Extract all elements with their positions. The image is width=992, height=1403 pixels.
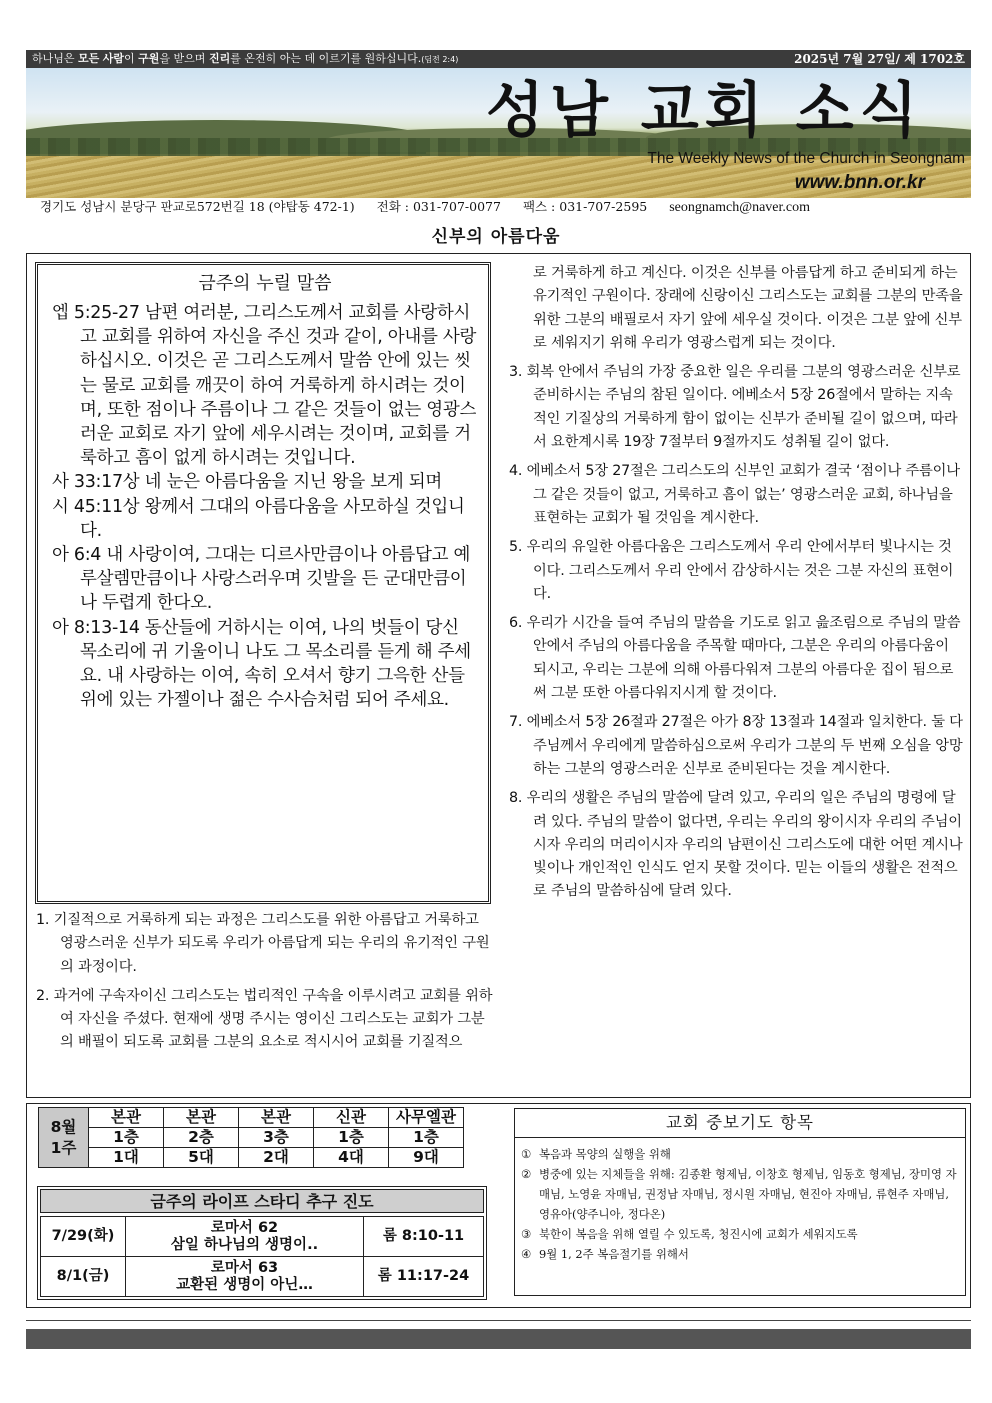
prayer-marker: ②	[521, 1167, 532, 1181]
points-right-column	[509, 262, 964, 910]
point-item: 7. 에베소서 5장 26절과 27절은 아가 8장 13절과 14절과 일치한다. 둘 다 주님께서 우리에게 말씀하심으로써 우리가 그분의 두 번째 오심을 앙망하는 그분의 영광스러운 신부로 준비된다는 것을 계시한다.	[509, 714, 963, 777]
verse-emphasis: 구원	[138, 52, 160, 65]
footer-divider	[26, 1320, 971, 1321]
duty-floor: 1층	[89, 1128, 164, 1148]
duty-group: 4대	[314, 1148, 389, 1168]
prayer-text: 복음과 목양의 실행을 위해	[539, 1147, 671, 1161]
life-study-box	[37, 1186, 487, 1300]
fax-number: 팩스 : 031-707-2595	[522, 199, 648, 214]
verse-text: 하나님은	[32, 52, 79, 65]
prayer-text: 북한이 복음을 위해 열릴 수 있도록, 청진시에 교회가 세워지도록	[539, 1227, 858, 1241]
verse-text: 이	[124, 52, 139, 65]
email-address[interactable]: seongnamch@naver.com	[669, 200, 811, 215]
duty-month-cell	[39, 1108, 89, 1168]
duty-building: 본관	[89, 1108, 164, 1128]
phone-number: 전화 : 031-707-0077	[376, 199, 501, 214]
verse-text: 를 온전히 아는 데 이르기를 원하십니다.	[230, 52, 422, 65]
study-date: 7/29(화)	[41, 1217, 126, 1257]
verse-reference: (딤전 2:4)	[421, 55, 459, 64]
prayer-marker: ①	[521, 1147, 532, 1161]
duty-floor: 1층	[314, 1128, 389, 1148]
life-study-table	[40, 1216, 484, 1297]
point-item: 3. 회복 안에서 주님의 가장 중요한 일은 우리를 그분의 영광스러운 신부로 준비하시는 주님의 참된 일이다. 에베소서 5장 26절에서 말하는 지속적인 기질상의 거룩하게 함이 없이는 신부가 준비될 길이 없으며, 따라서 요한계시록 19장 7절부터 9절까지도 성취될 길이 없다.	[509, 364, 961, 451]
study-reference: 롬 11:17-24	[364, 1257, 484, 1297]
point-item: 1. 기질적으로 거룩하게 되는 과정은 그리스도를 위한 아름답고 거룩하고 영광스러운 신부가 되도록 우리가 아름답게 되는 우리의 유기적인 구원의 과정이다.	[36, 912, 490, 975]
key-verse-item: 시 45:11상 왕께서 그대의 아름다움을 사모하실 것입니다.	[52, 496, 465, 541]
point-item: 2. 과거에 구속자이신 그리스도는 법리적인 구속을 이루시려고 교회를 위하여 자신을 주셨다. 현재에 생명 주시는 영이신 그리스도는 교회가 그분의 배필이 되도록 교회를 그분의 요소로 적시시어 교회를 기질적으	[36, 987, 493, 1051]
masthead-banner	[26, 68, 971, 198]
point-item: 8. 우리의 생활은 주님의 말씀에 달려 있고, 우리의 일은 주님의 명령에 달려 있다. 주님의 말씀이 없다면, 우리는 우리의 왕이시자 우리의 주님이시자 우리의 머리이시자 우리의 남편이신 그리스도에 대한 어떤 계시나 빛이나 개인적인 인식도 얻지 못할 것이다. 믿는 이들의 생활은 전적으로 주님의 말씀하심에 달려 있다.	[509, 790, 963, 900]
footer-bar	[26, 1329, 971, 1349]
prayer-item	[521, 1144, 959, 1164]
table-row	[41, 1257, 484, 1297]
contact-line	[40, 198, 970, 217]
key-verses-title: 금주의 누릴 말씀	[198, 273, 332, 294]
newsletter-title: 성남 교회 소식	[486, 76, 924, 146]
verse-emphasis: 모든	[78, 52, 100, 65]
duty-building: 사무엘관	[389, 1108, 464, 1128]
page-title: 신부의 아름다움	[431, 227, 561, 247]
issue-info: 2025년 7월 27일/ 제 1702호	[794, 52, 965, 66]
point-item-continued: 로 거룩하게 하고 계신다. 이것은 신부를 아름답게 하고 준비되게 하는 유기적인 구원이다. 장래에 신랑이신 그리스도는 교회를 그분의 만족을 위한 그분의 배필로서 자기 앞에 세우실 것이다. 이것은 그분 앞에 신부로 세워지기 위해 우리가 영광스럽게 되는 것이다.	[533, 265, 963, 351]
verse-text: 을 받으며	[159, 52, 209, 65]
prayer-marker: ③	[521, 1227, 532, 1241]
prayer-item	[521, 1164, 959, 1224]
study-message-cell	[126, 1257, 364, 1297]
study-date: 8/1(금)	[41, 1257, 126, 1297]
duty-group: 5대	[164, 1148, 239, 1168]
prayer-marker: ④	[521, 1247, 532, 1261]
life-study-title: 금주의 라이프 스타디 추구 진도	[40, 1189, 484, 1213]
duty-building: 신관	[314, 1108, 389, 1128]
prayer-text: 9월 1, 2주 복음절기를 위해서	[539, 1247, 689, 1261]
point-item: 6. 우리가 시간을 들여 주님의 말씀을 기도로 읽고 읊조림으로 주님의 말씀 안에서 주님의 아름다움을 주목할 때마다, 그분은 우리의 아름다움이 되시고, 우리는 그분에 의해 아름다워져 그분의 아름다운 집이 됨으로써 그분 또한 아름다워지시게 할 것이다.	[509, 615, 961, 702]
study-subject: 교환된 생명이 아닌…	[176, 1276, 313, 1293]
duty-floor: 1층	[389, 1128, 464, 1148]
church-address: 경기도 성남시 분당구 판교로572번길 18 (야탑동 472-1)	[40, 199, 355, 214]
study-subject: 삼일 하나님의 생명이..	[170, 1236, 319, 1253]
study-message-cell	[126, 1217, 364, 1257]
prayer-title: 교회 중보기도 항목	[515, 1109, 965, 1138]
website-link[interactable]: www.bnn.or.kr	[794, 172, 925, 193]
header-verse	[32, 50, 458, 69]
study-message: 로마서 62	[210, 1219, 279, 1236]
duty-group: 2대	[239, 1148, 314, 1168]
duty-building: 본관	[239, 1108, 314, 1128]
verse-emphasis: 사람	[102, 52, 125, 65]
duty-group: 1대	[89, 1148, 164, 1168]
prayer-box	[514, 1108, 966, 1296]
prayer-item	[521, 1244, 959, 1264]
prayer-list	[515, 1138, 965, 1264]
point-item: 5. 우리의 유일한 아름다움은 그리스도께서 우리 안에서부터 빛나시는 것이다. 그리스도께서 우리 안에서 감상하시는 것은 그분 자신의 표현이다.	[509, 539, 954, 602]
top-bar	[26, 50, 971, 68]
study-reference: 롬 8:10-11	[364, 1217, 484, 1257]
key-verse-item: 아 6:4 내 사랑이여, 그대는 디르사만큼이나 아름답고 예루살렘만큼이나 사랑스러우며 깃발을 든 군대만큼이나 두렵게 한다오.	[52, 545, 471, 614]
duty-week: 1주	[50, 1138, 77, 1157]
key-verse-item: 엡 5:25-27 남편 여러분, 그리스도께서 교회를 사랑하시고 교회를 위하여 자신을 주신 것과 같이, 아내를 사랑하십시오. 이것은 곧 그리스도께서 말씀 안에 있는 씻는 물로 교회를 깨끗이 하여 거룩하게 하시려는 것이며, 또한 점이나 주름이나 그 같은 것들이 없는 영광스러운 교회로 자기 앞에 세우시려는 것이며, 교회를 거룩하고 흠이 없게 하시려는 것입니다.	[52, 303, 477, 469]
points-left-column	[36, 909, 494, 1055]
prayer-item	[521, 1224, 959, 1244]
prayer-text: 병중에 있는 지체들을 위해: 김종환 형제님, 이창호 형제님, 임동호 형제님, 장미영 자매님, 노영윤 자매님, 권정남 자매님, 정시원 자매님, 현진아 자매님, 류현주 자매님, 영유아(양주니아, 정다온)	[539, 1167, 957, 1221]
key-verse-item: 사 33:17상 네 눈은 아름다움을 지닌 왕을 보게 되며	[52, 472, 442, 493]
key-verse-item: 아 8:13-14 동산들에 거하시는 이여, 나의 벗들이 당신 목소리에 귀 기울이니 나도 그 목소리를 듣게 해 주세요. 내 사랑하는 이여, 속히 오셔서 향기 그윽한 산들 위에 있는 가젤이나 젊은 수사슴처럼 되어 주세요.	[52, 617, 471, 711]
duty-floor: 2층	[164, 1128, 239, 1148]
duty-floor: 3층	[239, 1128, 314, 1148]
duty-group: 9대	[389, 1148, 464, 1168]
table-row	[41, 1217, 484, 1257]
verse-emphasis: 진리	[208, 52, 231, 65]
key-verses-box	[35, 262, 491, 904]
study-message: 로마서 63	[210, 1259, 279, 1276]
point-item: 4. 에베소서 5장 27절은 그리스도의 신부인 교회가 결국 ‘점이나 주름이나 그 같은 것들이 없고, 거룩하고 흠이 없는’ 영광스러운 교회, 하나님을 표현하는 교회가 될 것임을 계시한다.	[509, 463, 960, 526]
duty-building: 본관	[164, 1108, 239, 1128]
duty-month: 8월	[50, 1117, 77, 1136]
newsletter-subtitle: The Weekly News of the Church in Seongnam	[647, 150, 965, 167]
duty-schedule-table	[38, 1107, 464, 1168]
